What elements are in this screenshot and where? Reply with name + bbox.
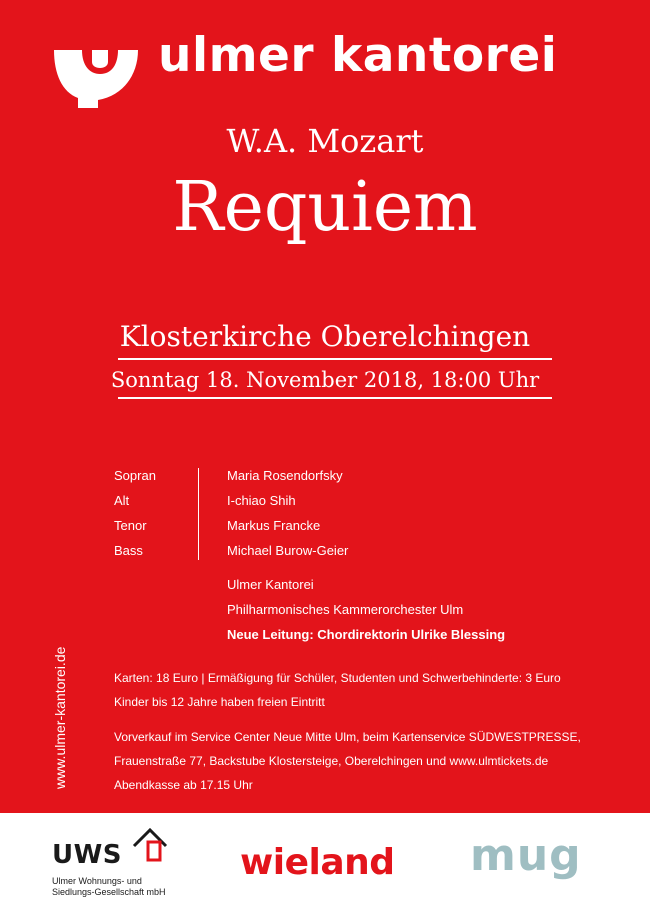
singer-name: I-chiao Shih (227, 493, 296, 508)
presale-line: Vorverkauf im Service Center Neue Mitte Ulm, beim Kartenservice SÜDWESTPRESSE, (114, 730, 581, 744)
date-divider (118, 397, 552, 399)
mug-logo (470, 830, 595, 892)
mug-logo-text: mug (470, 830, 582, 881)
uws-logo (52, 820, 172, 900)
uws-subtitle-line: Ulmer Wohnungs- und (52, 876, 142, 886)
uws-subtitle-line: Siedlungs-Gesellschaft mbH (52, 887, 166, 897)
conductor-name: Neue Leitung: Chordirektorin Ulrike Blessing (227, 627, 506, 642)
ulmer-kantorei-logo-icon (52, 46, 140, 108)
presale-line: Frauenstraße 77, Backstube Klostersteige, Oberelchingen und www.ulmtickets.de (114, 754, 549, 768)
box-office-time: Abendkasse ab 17.15 Uhr (114, 778, 253, 792)
cast-divider (198, 468, 199, 560)
ticket-prices: Karten: 18 Euro | Ermäßigung für Schüler, Studenten und Schwerbehinderte: 3 Euro (114, 671, 561, 685)
website-url-text: www.ulmer-kantorei.de (52, 646, 68, 789)
orchestra-name: Philharmonisches Kammerorchester Ulm (227, 602, 464, 617)
singer-name: Maria Rosendorfsky (227, 468, 343, 483)
ticket-info (114, 671, 561, 719)
singer-name: Michael Burow-Geier (227, 543, 349, 558)
voice-label: Alt (114, 493, 130, 508)
house-icon (132, 828, 168, 862)
venue-name: Klosterkirche Oberelchingen (119, 320, 531, 353)
ensembles (227, 577, 505, 652)
voice-label: Sopran (114, 468, 156, 483)
website-url (52, 614, 76, 789)
voice-label: Bass (114, 543, 143, 558)
presale-info (114, 730, 581, 802)
singer-name: Markus Francke (227, 518, 321, 533)
composer-name: W.A. Mozart (226, 122, 424, 160)
brand-name: ulmer kantorei (158, 28, 558, 83)
concert-date: Sonntag 18. November 2018, 18:00 Uhr (110, 368, 540, 392)
uws-logo-text: UWS (52, 840, 123, 870)
uws-subtitle (52, 876, 166, 898)
choir-name: Ulmer Kantorei (227, 577, 314, 592)
work-title: Requiem (172, 168, 478, 247)
venue-divider (118, 358, 552, 360)
ticket-children: Kinder bis 12 Jahre haben freien Eintritt (114, 695, 325, 709)
voice-label: Tenor (114, 518, 147, 533)
wieland-logo: wieland (240, 842, 395, 883)
